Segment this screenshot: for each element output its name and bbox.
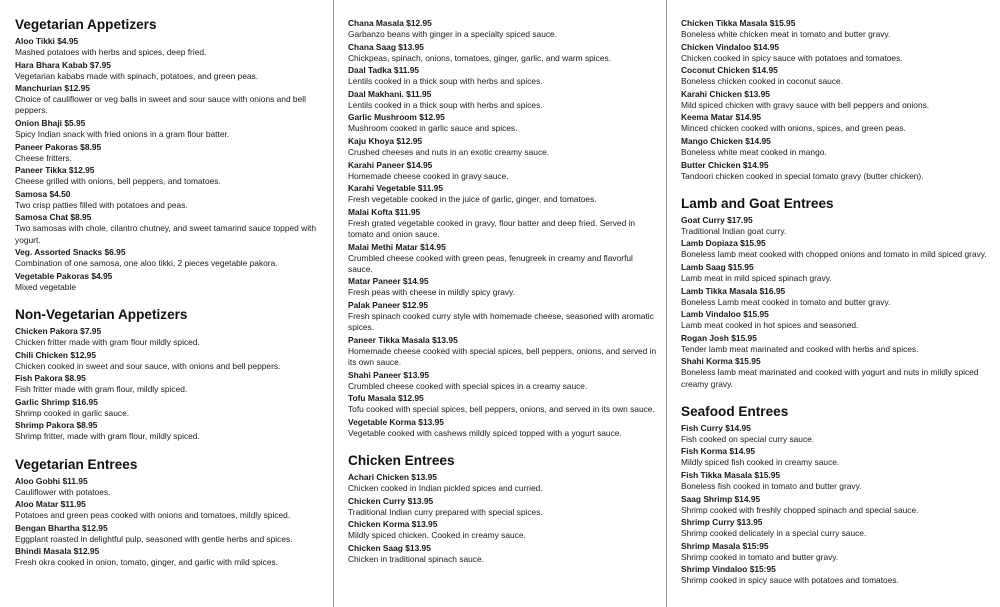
menu-item bbox=[348, 242, 658, 275]
menu-item bbox=[15, 142, 320, 164]
item-description: Shrimp cooked with freshly chopped spinach and special sauce. bbox=[681, 504, 919, 515]
menu-item bbox=[348, 519, 658, 541]
item-name-price: Vegetable Pakoras $4.95 bbox=[15, 270, 113, 281]
menu-item bbox=[348, 18, 658, 40]
menu-item bbox=[681, 286, 993, 308]
item-name-price: Karahi Chicken $13.95 bbox=[681, 88, 770, 99]
item-description: Garbanzo beans with ginger in a specialty spiced sauce. bbox=[348, 29, 558, 39]
menu-item bbox=[348, 160, 658, 182]
item-description: Fish cooked on special curry sauce. bbox=[681, 433, 815, 444]
item-description: Mixed vegetable bbox=[15, 281, 76, 292]
item-description: Crumbled cheese cooked with green peas, fenugreek in creamy and flavorful sauce. bbox=[348, 252, 633, 274]
menu-item bbox=[681, 160, 993, 182]
item-name-price: Shrimp Pakora $8.95 bbox=[15, 420, 98, 431]
item-name-price: Chicken Tikka Masala $15.95 bbox=[681, 18, 796, 28]
item-description: Fresh peas with cheese in mildly spicy gravy. bbox=[348, 287, 515, 298]
menu-item bbox=[348, 207, 658, 240]
menu-item bbox=[348, 393, 658, 415]
item-name-price: Paneer Pakoras $8.95 bbox=[15, 141, 102, 152]
item-name-price: Bhindi Masala $12.95 bbox=[15, 546, 100, 557]
item-name-price: Chana Saag $13.95 bbox=[348, 41, 424, 52]
item-description: Boneless lamb meat cooked with chopped onions and tomato in mild spiced gravy. bbox=[681, 249, 987, 260]
menu-item bbox=[681, 470, 993, 492]
menu-item bbox=[15, 546, 320, 568]
item-name-price: Aloo Tikki $4.95 bbox=[15, 36, 79, 46]
menu-item bbox=[15, 420, 320, 442]
menu-item bbox=[15, 212, 320, 245]
menu-section bbox=[15, 306, 320, 443]
menu-item bbox=[681, 309, 993, 331]
menu-column-2 bbox=[348, 18, 658, 566]
item-description: Chickpeas, spinach, onions, tomatoes, ginger, garlic, and warm spices. bbox=[348, 52, 612, 63]
menu-item bbox=[681, 356, 993, 389]
section-title: Seafood Entrees bbox=[681, 403, 789, 419]
menu-item bbox=[348, 417, 658, 439]
menu-item bbox=[348, 183, 658, 205]
item-name-price: Fish Korma $14.95 bbox=[681, 446, 756, 457]
menu-item bbox=[348, 65, 658, 87]
item-name-price: Garlic Shrimp $16.95 bbox=[15, 396, 98, 407]
menu-item bbox=[15, 36, 320, 58]
item-description: Boneless white chicken meat in tomato and butter gravy. bbox=[681, 29, 891, 39]
menu-item bbox=[681, 423, 993, 445]
item-name-price: Chicken Vindaloo $14.95 bbox=[681, 41, 780, 52]
menu-section bbox=[681, 403, 993, 587]
menu-item bbox=[681, 494, 993, 516]
section-title: Vegetarian Entrees bbox=[15, 456, 138, 472]
item-description: Choice of cauliflower or veg balls in sweet and sour sauce with onions and bell peppers. bbox=[15, 94, 306, 116]
item-description: Shrimp cooked in tomato and butter gravy. bbox=[681, 551, 839, 562]
item-name-price: Achari Chicken $13.95 bbox=[348, 471, 437, 482]
item-description: Combination of one samosa, one aloo tikki, 2 pieces vegetable pakora. bbox=[15, 258, 278, 269]
item-name-price: Karahi Paneer $14.95 bbox=[348, 159, 433, 170]
menu-item bbox=[681, 18, 993, 40]
item-name-price: Rogan Josh $15.95 bbox=[681, 332, 757, 343]
menu-item bbox=[681, 517, 993, 539]
menu-item bbox=[681, 42, 993, 64]
item-description: Two crisp patties filled with potatoes and peas. bbox=[15, 199, 188, 210]
item-description: Lentils cooked in a thick soup with herbs and spices. bbox=[348, 99, 543, 110]
menu-item bbox=[15, 397, 320, 419]
column-divider bbox=[333, 0, 334, 607]
item-description: Shrimp cooked in spicy sauce with potatoes and tomatoes. bbox=[681, 575, 899, 586]
item-name-price: Malai Methi Matar $14.95 bbox=[348, 241, 446, 252]
item-name-price: Malai Kofta $11.95 bbox=[348, 206, 421, 217]
item-name-price: Manchurian $12.95 bbox=[15, 83, 90, 94]
section-title: Non-Vegetarian Appetizers bbox=[15, 306, 188, 322]
menu-item bbox=[348, 496, 658, 518]
menu-item bbox=[15, 350, 320, 372]
item-description: Traditional Indian curry prepared with special spices. bbox=[348, 506, 543, 517]
item-name-price: Garlic Mushroom $12.95 bbox=[348, 112, 445, 123]
item-name-price: Shrimp Curry $13.95 bbox=[681, 517, 763, 528]
item-description: Crushed cheeses and nuts in an exotic creamy sauce. bbox=[348, 146, 550, 157]
item-description: Homemade cheese cooked in gravy sauce. bbox=[348, 170, 509, 181]
menu-item bbox=[15, 189, 320, 211]
item-description: Eggplant roasted in delightful pulp, seasoned with gentle herbs and spices. bbox=[15, 533, 293, 544]
item-description: Minced chicken cooked with onions, spices, and green peas. bbox=[681, 123, 906, 134]
menu-item bbox=[348, 370, 658, 392]
item-description: Chicken in traditional spinach sauce. bbox=[348, 553, 484, 564]
item-name-price: Karahi Vegetable $11.95 bbox=[348, 183, 443, 194]
menu-item bbox=[681, 446, 993, 468]
item-description: Mashed potatoes with herbs and spices, deep fried. bbox=[15, 47, 207, 57]
menu-item bbox=[681, 238, 993, 260]
item-name-price: Butter Chicken $14.95 bbox=[681, 159, 769, 170]
item-name-price: Veg. Assorted Snacks $6.95 bbox=[15, 247, 126, 258]
item-description: Shrimp cooked delicately in a special curry sauce. bbox=[681, 528, 867, 539]
item-name-price: Vegetable Korma $13.95 bbox=[348, 416, 444, 427]
menu-item bbox=[15, 247, 320, 269]
item-name-price: Paneer Tikka Masala $13.95 bbox=[348, 334, 458, 345]
item-description: Cheese fritters. bbox=[15, 152, 72, 163]
item-description: Vegetarian kababs made with spinach, potatoes, and green peas. bbox=[15, 70, 259, 81]
item-description: Shrimp fritter, made with gram flour, mildly spiced. bbox=[15, 431, 200, 442]
item-description: Chicken cooked in Indian pickled spices and curried. bbox=[348, 482, 543, 493]
item-description: Chicken cooked in sweet and sour sauce, with onions and bell peppers. bbox=[15, 360, 281, 371]
item-name-price: Saag Shrimp $14.95 bbox=[681, 493, 761, 504]
item-description: Mild spiced chicken with gravy sauce with bell peppers and onions. bbox=[681, 99, 930, 110]
item-description: Boneless Lamb meat cooked in tomato and butter gravy. bbox=[681, 296, 891, 307]
item-description: Tofu cooked with special spices, bell peppers, onions, and served in its own sauce. bbox=[348, 404, 655, 415]
item-name-price: Daal Makhani. $11.95 bbox=[348, 88, 432, 99]
item-name-price: Goat Curry $17.95 bbox=[681, 214, 753, 225]
item-description: Tender lamb meat marinated and cooked with herbs and spices. bbox=[681, 343, 919, 354]
item-description: Crumbled cheese cooked with special spices in a creamy sauce. bbox=[348, 380, 588, 391]
item-name-price: Fish Pakora $8.95 bbox=[15, 373, 86, 384]
menu-item bbox=[15, 271, 320, 293]
item-name-price: Lamb Tikka Masala $16.95 bbox=[681, 285, 786, 296]
section-title: Lamb and Goat Entrees bbox=[681, 195, 834, 211]
menu-item bbox=[681, 215, 993, 237]
item-description: Fresh grated vegetable cooked in gravy, flour batter and deep fried. Served in tomato and onion sauce. bbox=[348, 217, 636, 239]
menu-section bbox=[15, 456, 320, 569]
menu-item bbox=[348, 136, 658, 158]
item-name-price: Chicken Pakora $7.95 bbox=[15, 325, 102, 336]
item-description: Spicy Indian snack with fried onions in a gram flour batter. bbox=[15, 128, 230, 139]
menu-item bbox=[348, 89, 658, 111]
menu-column-1 bbox=[15, 16, 320, 570]
item-name-price: Daal Tadka $11.95 bbox=[348, 65, 420, 76]
menu-item bbox=[15, 165, 320, 187]
menu-item bbox=[348, 112, 658, 134]
menu-item bbox=[15, 373, 320, 395]
item-description: Cauliflower with potatoes. bbox=[15, 486, 111, 497]
menu-item bbox=[348, 300, 658, 333]
menu-section bbox=[681, 195, 993, 390]
item-name-price: Coconut Chicken $14.95 bbox=[681, 65, 778, 76]
section-title: Vegetarian Appetizers bbox=[15, 17, 157, 32]
item-description: Chicken fritter made with gram flour mildly spiced. bbox=[15, 336, 200, 347]
item-description: Lamb meat in mild spiced spinach gravy. bbox=[681, 272, 832, 283]
item-name-price: Palak Paneer $12.95 bbox=[348, 299, 429, 310]
menu-item bbox=[348, 335, 658, 368]
menu-item bbox=[348, 472, 658, 494]
item-name-price: Chicken Korma $13.95 bbox=[348, 519, 438, 530]
item-description: Boneless chicken cooked in coconut sauce. bbox=[681, 76, 844, 87]
item-name-price: Shahi Korma $15.95 bbox=[681, 356, 761, 367]
menu-item bbox=[348, 42, 658, 64]
menu-item bbox=[681, 333, 993, 355]
section-title: Chicken Entrees bbox=[348, 452, 455, 468]
item-name-price: Aloo Matar $11.95 bbox=[15, 499, 86, 510]
menu-item bbox=[681, 112, 993, 134]
item-name-price: Paneer Tikka $12.95 bbox=[15, 165, 95, 176]
item-name-price: Keema Matar $14.95 bbox=[681, 112, 762, 123]
item-description: Boneless fish cooked in tomato and butter gravy. bbox=[681, 480, 862, 491]
item-name-price: Chicken Curry $13.95 bbox=[348, 495, 434, 506]
menu-section bbox=[15, 16, 320, 293]
item-description: Fish fritter made with gram flour, mildly spiced. bbox=[15, 384, 188, 395]
item-description: Mildly spiced chicken. Cooked in creamy sauce. bbox=[348, 530, 526, 541]
item-name-price: Fish Tikka Masala $15.95 bbox=[681, 469, 781, 480]
menu-item bbox=[15, 523, 320, 545]
item-name-price: Shrimp Masala $15:95 bbox=[681, 540, 769, 551]
item-name-price: Samosa Chat $8.95 bbox=[15, 212, 92, 223]
item-description: Vegetable cooked with cashews mildly spiced topped with a yogurt sauce. bbox=[348, 427, 622, 438]
item-name-price: Lamb Saag $15.95 bbox=[681, 261, 754, 272]
item-name-price: Bengan Bhartha $12.95 bbox=[15, 522, 108, 533]
item-description: Shrimp cooked in garlic sauce. bbox=[15, 407, 130, 418]
item-description: Mildly spiced fish cooked in creamy sauce. bbox=[681, 457, 840, 468]
menu-item bbox=[681, 65, 993, 87]
item-name-price: Lamb Vindaloo $15.95 bbox=[681, 309, 769, 320]
item-description: Fresh spinach cooked curry style with homemade cheese, seasoned with aromatic spices. bbox=[348, 310, 654, 333]
item-name-price: Samosa $4.50 bbox=[15, 188, 71, 199]
item-description: Lentils cooked in a thick soup with herbs and spices. bbox=[348, 76, 543, 87]
menu-item bbox=[681, 262, 993, 284]
item-name-price: Chicken Saag $13.95 bbox=[348, 542, 431, 553]
menu-section bbox=[348, 452, 658, 565]
item-description: Mushroom cooked in garlic sauce and spices. bbox=[348, 123, 518, 134]
menu-item bbox=[681, 89, 993, 111]
item-description: Potatoes and green peas cooked with onions and tomatoes, mildly spiced. bbox=[15, 510, 291, 521]
item-name-price: Hara Bhara Kabab $7.95 bbox=[15, 59, 111, 70]
item-description: Homemade cheese cooked with special spices, bell peppers, onions, and served in its own sauce. bbox=[348, 345, 657, 367]
item-description: Chicken cooked in spicy sauce with potatoes and tomatoes. bbox=[681, 52, 903, 63]
item-description: Cheese grilled with onions, bell peppers, and tomatoes. bbox=[15, 176, 221, 187]
item-description: Fresh vegetable cooked in the juice of garlic, ginger, and tomatoes. bbox=[348, 194, 597, 205]
item-description: Traditional Indian goat curry. bbox=[681, 225, 787, 236]
item-name-price: Fish Curry $14.95 bbox=[681, 422, 751, 433]
item-description: Tandoori chicken cooked in special tomato gravy (butter chicken). bbox=[681, 170, 924, 181]
menu-section bbox=[348, 18, 658, 439]
menu-item bbox=[15, 476, 320, 498]
menu-item bbox=[348, 543, 658, 565]
menu-item bbox=[681, 136, 993, 158]
item-name-price: Chili Chicken $12.95 bbox=[15, 349, 96, 360]
item-name-price: Chana Masala $12.95 bbox=[348, 18, 432, 28]
menu-item bbox=[15, 83, 320, 116]
column-divider bbox=[666, 0, 667, 607]
menu-item bbox=[15, 118, 320, 140]
item-name-price: Tofu Masala $12.95 bbox=[348, 393, 424, 404]
item-name-price: Onion Bhaji $5.95 bbox=[15, 117, 86, 128]
menu-column-3 bbox=[681, 18, 993, 588]
menu-item bbox=[15, 499, 320, 521]
menu-item bbox=[348, 276, 658, 298]
item-description: Boneless lamb meat marinated and cooked with yogurt and nuts in mildly spiced creamy gravy. bbox=[681, 367, 979, 389]
item-name-price: Aloo Gobhi $11.95 bbox=[15, 475, 88, 486]
item-name-price: Mango Chicken $14.95 bbox=[681, 135, 771, 146]
item-name-price: Lamb Dopiaza $15.95 bbox=[681, 238, 766, 249]
item-description: Lamb meat cooked in hot spices and seasoned. bbox=[681, 320, 859, 331]
item-name-price: Matar Paneer $14.95 bbox=[348, 276, 429, 287]
menu-item bbox=[681, 541, 993, 563]
item-description: Boneless white meat cooked in mango. bbox=[681, 146, 827, 157]
item-name-price: Shrimp Vindaloo $15:95 bbox=[681, 564, 776, 575]
item-description: Fresh okra cooked in onion, tomato, ginger, and garlic with mild spices. bbox=[15, 557, 279, 568]
menu-item bbox=[681, 564, 993, 586]
item-name-price: Kaju Khoya $12.95 bbox=[348, 135, 423, 146]
item-name-price: Shahi Paneer $13.95 bbox=[348, 369, 430, 380]
menu-item bbox=[15, 326, 320, 348]
item-description: Two samosas with chole, cilantro chutney, and sweet tamarind sauce topped with yogurt. bbox=[15, 223, 317, 245]
menu-section bbox=[681, 18, 993, 182]
menu-item bbox=[15, 60, 320, 82]
